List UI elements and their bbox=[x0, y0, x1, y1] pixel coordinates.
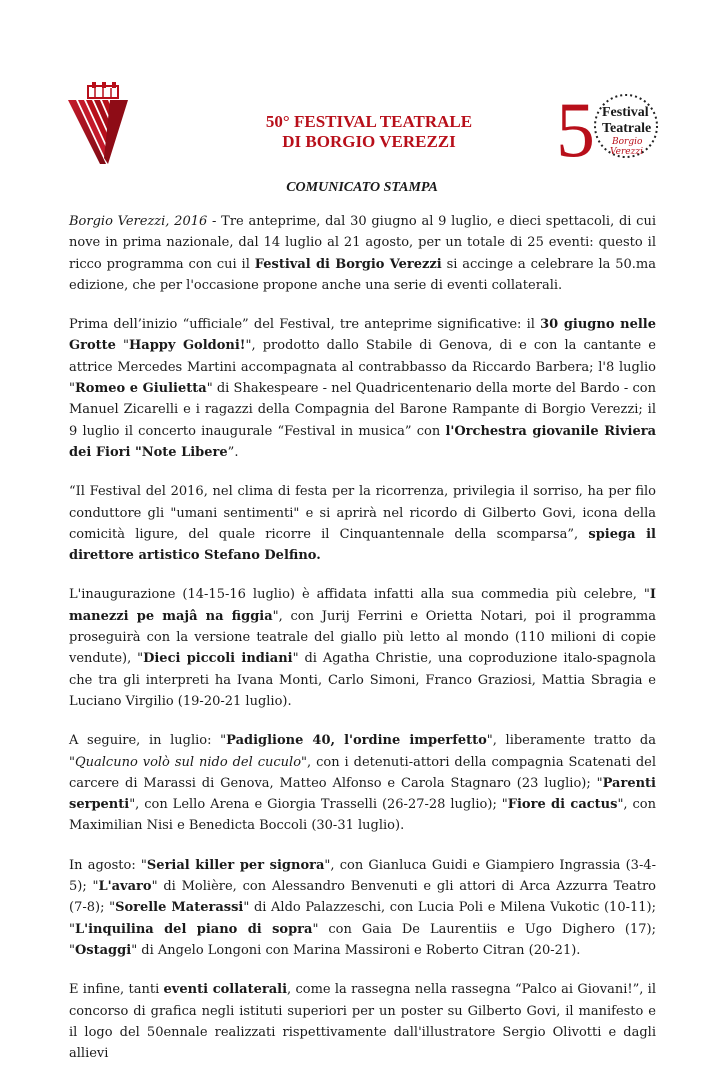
text-run: " di Agatha Christie, una coproduzione italo-spagnola che tra gli interpreti ha Ivana Monti, Carlo Simoni, Franco Graziosi, Mattia Sbragia e Luciano Virgilio (19-20-21 luglio). bbox=[69, 651, 656, 709]
bold-text-run: I manezzi pe majâ na figgia bbox=[69, 587, 656, 624]
bold-text-run: Serial killer per signora bbox=[146, 857, 325, 873]
text-run: " di Shakespeare - nel Quadricentenario della morte del Bardo - con Manuel Zicarelli e i ragazzi della Compagnia del Barone Rampante di Borgio Verezzi; il 9 luglio il concerto inaugurale “Festival in musica” con bbox=[69, 381, 656, 439]
logo-line-borgio: Borgio bbox=[612, 137, 643, 147]
logo-line-festival: Festival bbox=[602, 105, 649, 120]
bold-text-run: Ostaggi bbox=[74, 942, 132, 958]
logo-line-verezzi: Verezzi bbox=[610, 147, 643, 157]
text-run: , come la rassegna nella rassegna “Palco ai Giovani!”, il concorso di grafica negli istituti superiori per un poster su Gilberto Govi, il manifesto e il logo del 50ennale realizzati rispettivamente dall'illustratore Sergio Olivotti e dagli allievi bbox=[69, 982, 656, 1062]
text-run: ", con i detenuti-attori della compagnia Scatenati del carcere di Marassi di Genova, Matteo Alfonso e Carola Stagnaro (23 luglio); " bbox=[69, 754, 657, 791]
text-run: - Tre anteprime, dal 30 giugno al 9 luglio, e dieci spettacoli, di cui nove in prima nazionale, dal 14 luglio al 21 agosto, per un totale di 25 eventi: questo il ricco programma con cui il bbox=[69, 214, 656, 272]
bold-text-run: L'avaro bbox=[98, 879, 152, 895]
bold-text-run: eventi collaterali bbox=[163, 982, 288, 998]
text-run: ", con Gianluca Guidi e Giampiero Ingrassia (3-4-5); " bbox=[69, 857, 657, 895]
festival-title bbox=[0, 112, 724, 152]
italic-text-run: Qualcuno volò sul nido del cuculo bbox=[74, 754, 302, 770]
paragraph-intro bbox=[69, 211, 656, 296]
press-release-heading: COMUNICATO STAMPA bbox=[286, 180, 438, 195]
text-run: si accinge a celebrare la 50.ma edizione, che per l'occasione propone anche una serie di eventi collaterali. bbox=[69, 256, 656, 293]
bold-text-run: l'Orchestra giovanile Riviera dei Fiori "Note Libere bbox=[69, 423, 657, 460]
logo-line-teatrale: Teatrale bbox=[602, 121, 652, 136]
text-run: In agosto: " bbox=[69, 857, 147, 873]
logo-five-glyph: 5 bbox=[556, 86, 595, 168]
text-run: A seguire, in luglio: " bbox=[69, 733, 227, 749]
bold-text-run: 30 giugno nelle Grotte bbox=[69, 317, 656, 354]
text-run: L'inaugurazione (14-15-16 luglio) è affidata infatti alla sua commedia più celebre, " bbox=[69, 587, 650, 603]
text-run: " con Gaia De Laurentiis e Ugo Dighero (17); " bbox=[69, 921, 656, 958]
bold-text-run: Padiglione 40, l'ordine imperfetto bbox=[226, 733, 487, 749]
text-run: " bbox=[115, 338, 129, 354]
paragraph-director-quote bbox=[69, 481, 656, 566]
festival-title-line1: 50° FESTIVAL TEATRALE bbox=[265, 112, 473, 131]
text-run: ", con Maximilian Nisi e Benedicta Boccoli (30-31 luglio). bbox=[69, 797, 656, 834]
text-run: ", con Jurij Ferrini e Orietta Notari, poi il programma proseguirà con la versione teatrale del giallo più letto al mondo (110 milioni di copie vendute), " bbox=[69, 608, 656, 667]
bold-text-run: spiega il direttore artistico Stefano Delfino. bbox=[69, 526, 656, 564]
bold-text-run: Sorelle Materassi bbox=[115, 900, 244, 916]
bold-text-run: Festival di Borgio Verezzi bbox=[254, 256, 442, 272]
paragraph-previews bbox=[69, 314, 656, 463]
text-run: “Il Festival del 2016, nel clima di festa per la ricorrenza, privilegia il sorriso, ha per filo conduttore gli "umani sentimenti" e si aprirà nel ricordo di Gilberto Govi, icona della comicità ligure, del quale ricorre il Cinquantennale della scomparsa”, bbox=[69, 484, 656, 542]
paragraph-collateral-events bbox=[69, 979, 656, 1064]
bold-text-run: Fiore di cactus bbox=[507, 797, 618, 813]
paragraph-july-program bbox=[69, 730, 656, 836]
festival-title-line2: DI BORGIO VEREZZI bbox=[282, 132, 456, 151]
text-run: " di Molière, con Alessandro Benvenuti e gli attori di Arca Azzurra Teatro (7-8); " bbox=[69, 879, 656, 916]
text-run: " di Aldo Palazzeschi, con Lucia Poli e Milena Vukotic (10-11); " bbox=[69, 900, 656, 937]
press-release-body bbox=[69, 211, 656, 1082]
italic-text-run: Borgio Verezzi, 2016 bbox=[69, 214, 208, 229]
paragraph-inauguration bbox=[69, 584, 656, 712]
text-run: ”. bbox=[227, 444, 239, 460]
bold-text-run: L'inquilina del piano di sopra bbox=[74, 921, 313, 937]
text-run: " di Angelo Longoni con Marina Massironi e Roberto Citran (20-21). bbox=[131, 942, 581, 958]
text-run: ", liberamente tratto da " bbox=[69, 733, 656, 770]
text-run: ", con Lello Arena e Giorgia Trasselli (26-27-28 luglio); " bbox=[129, 797, 508, 813]
bold-text-run: Dieci piccoli indiani bbox=[143, 651, 293, 667]
bold-text-run: Parenti serpenti bbox=[69, 775, 656, 813]
paragraph-august-program bbox=[69, 855, 656, 961]
text-run: Prima dell’inizio “ufficiale” del Festival, tre anteprime significative: il bbox=[69, 317, 541, 333]
text-run: E infine, tanti bbox=[69, 982, 164, 998]
text-run: ", prodotto dallo Stabile di Genova, di e con la cantante e attrice Mercedes Martini accompagnata al contrabbasso da Riccardo Barbera; l'8 luglio " bbox=[69, 338, 656, 397]
bold-text-run: Romeo e Giulietta bbox=[74, 381, 207, 397]
bold-text-run: Happy Goldoni! bbox=[129, 338, 246, 354]
